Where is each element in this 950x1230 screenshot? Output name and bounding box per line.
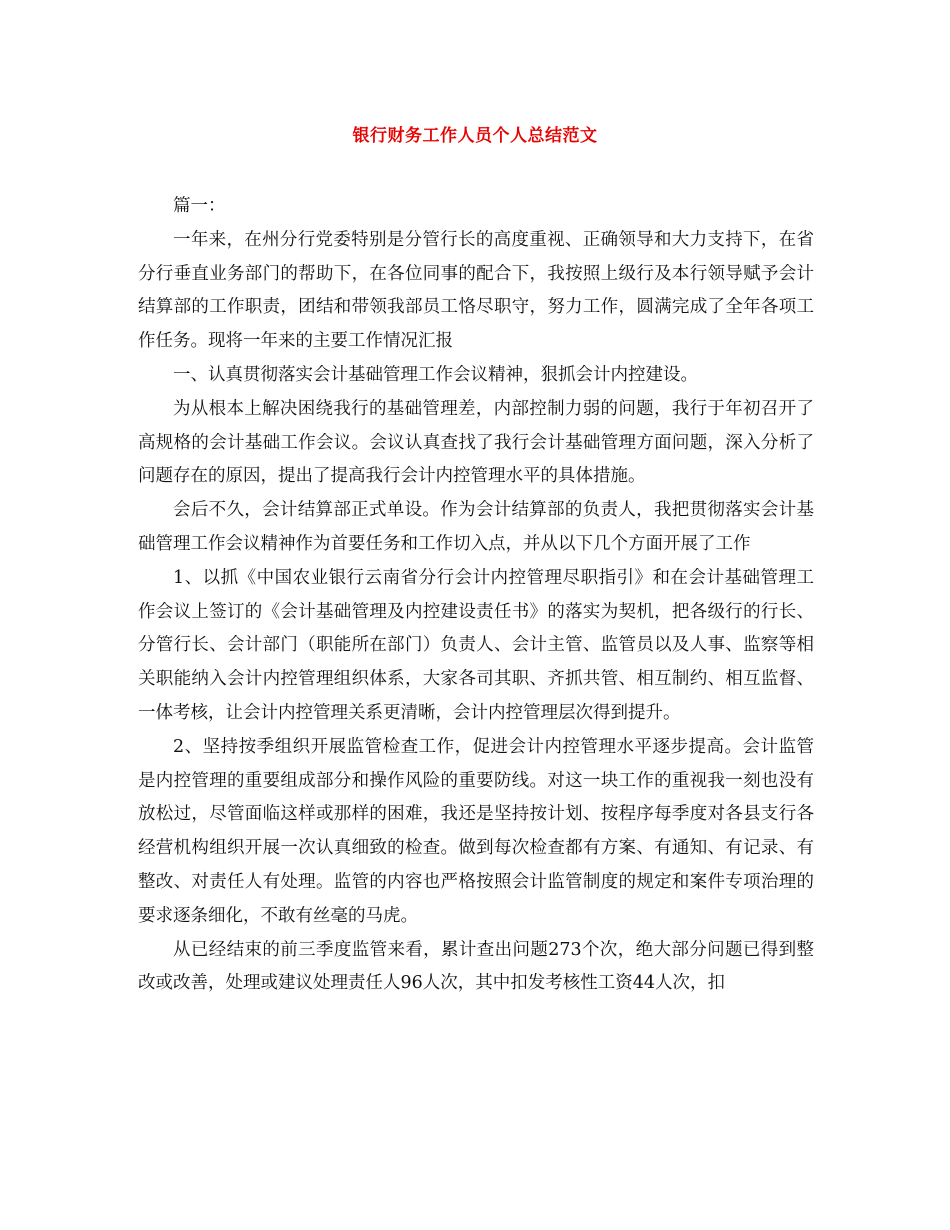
paragraph: 一年来，在州分行党委特别是分管行长的高度重视、正确领导和大力支持下，在省分行垂直业务部门的帮助下，在各位同事的配合下，我按照上级行及本行领导赋予会计结算部的工作职责，团结和带领我部员工恪尽职守，努力工作，圆满完成了全年各项工作任务。现将一年来的主要工作情况汇报: [138, 229, 814, 352]
paragraph-heading: 一、认真贯彻落实会计基础管理工作会议精神，狠抓会计内控建设。: [173, 364, 698, 385]
paragraph: 1、以抓《中国农业银行云南省分行会计内控管理尽职指引》和在会计基础管理工作会议上签订的《会计基础管理及内控建设责任书》的落实为契机，把各级行的行长、分管行长、会计部门（职能所在部门）负责人、会计主管、监管员以及人事、监察等相关职能纳入会计内控管理组织体系，大家各司其职、齐抓共管、相互制约、相互监督、一体考核，让会计内控管理关系更清晰，会计内控管理层次得到提升。: [138, 567, 814, 723]
document-body: [138, 190, 814, 1001]
paragraph: 为从根本上解决困绕我行的基础管理差，内部控制力弱的问题，我行于年初召开了高规格的会计基础工作会议。会议认真查找了我行会计基础管理方面问题，深入分析了问题存在的原因，提出了提高我行会计内控管理水平的具体措施。: [138, 398, 814, 487]
paragraph-section-label: 篇一：: [173, 196, 226, 216]
document-title: 银行财务工作人员个人总结范文: [352, 126, 598, 146]
paragraph: 会后不久，会计结算部正式单设。作为会计结算部的负责人，我把贯彻落实会计基础管理工作会议精神作为首要任务和工作切入点，并从以下几个方面开展了工作: [138, 500, 814, 554]
paragraph: 从已经结束的前三季度监管来看，累计查出问题273个次，绝大部分问题已得到整改或改善，处理或建议处理责任人96人次，其中扣发考核性工资44人次，扣: [138, 939, 814, 994]
paragraph: 2、坚持按季组织开展监管检查工作，促进会计内控管理水平逐步提高。会计监管是内控管理的重要组成部分和操作风险的重要防线。对这一块工作的重视我一刻也没有放松过，尽管面临这样或那样的困难，我还是坚持按计划、按程序每季度对各县支行各经营机构组织开展一次认真细致的检查。做到每次检查都有方案、有通知、有记录、有整改、对责任人有处理。监管的内容也严格按照会计监管制度的规定和案件专项治理的要求逐条细化，不敢有丝毫的马虎。: [138, 736, 814, 926]
